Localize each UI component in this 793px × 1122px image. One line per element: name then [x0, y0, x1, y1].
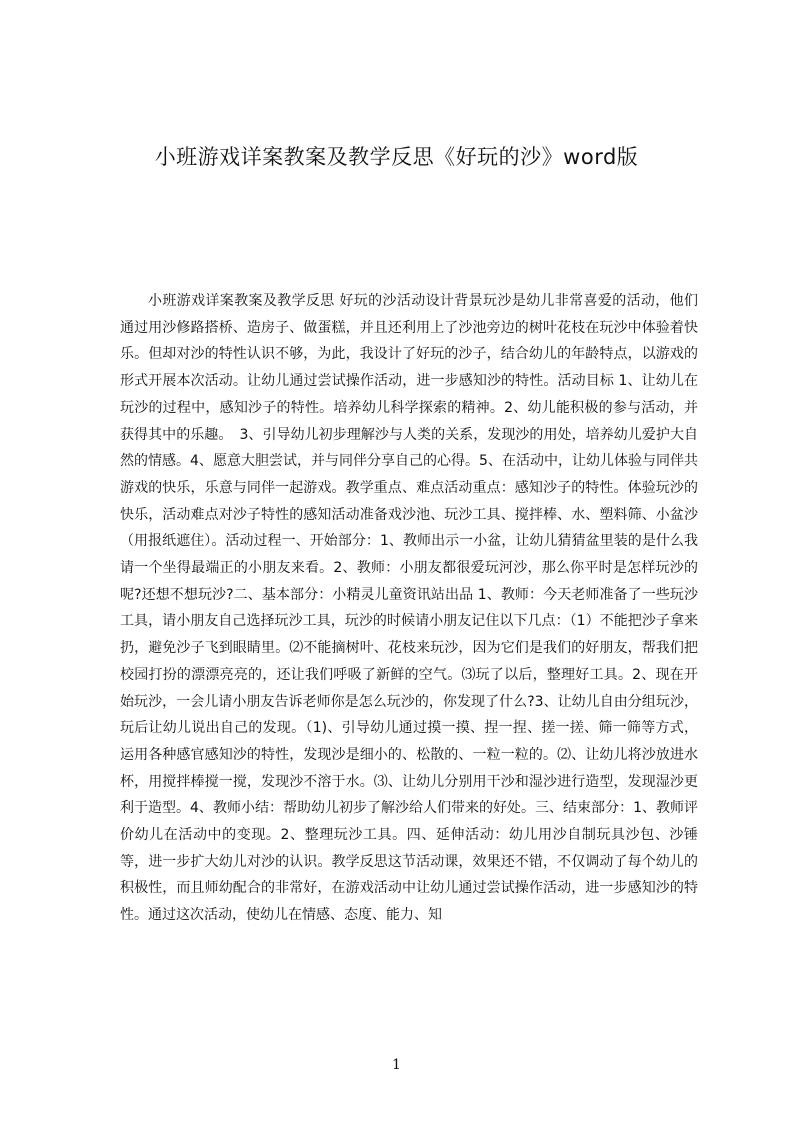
document-body-text: 小班游戏详案教案及教学反思 好玩的沙活动设计背景玩沙是幼儿非常喜爱的活动，他们通过用沙修路搭桥、造房子、做蛋糕，并且还利用上了沙池旁边的树叶花枝在玩沙中体验着快乐。但却对沙的特性认识不够，为此，我设计了好玩的沙子，结合幼儿的年龄特点，以游戏的形式开展本次活动。让幼儿通过尝试操作活动，进一步感知沙的特性。活动目标 1、让幼儿在玩沙的过程中，感知沙子的特性。培养幼儿科学探索的精神。2、幼儿能积极的参与活动，并获得其中的乐趣。 3、引导幼儿初步理解沙与人类的关系，发现沙的用处，培养幼儿爱护大自然的情感。4、愿意大胆尝试，并与同伴分享自己的心得。5、在活动中，让幼儿体验与同伴共游戏的快乐，乐意与同伴一起游戏。教学重点、难点活动重点：感知沙子的特性。体验玩沙的快乐，活动难点对沙子特性的感知活动准备戏沙池、玩沙工具、搅拌棒、水、塑料筛、小盆沙（用报纸遮住）。活动过程一、开始部分：1、教师出示一小盆，让幼儿猜猜盆里装的是什么我请一个坐得最端正的小朋友来看。2、教师：小朋友都很爱玩河沙，那么你平时是怎样玩沙的呢?还想不想玩沙?二、基本部分：小精灵儿童资讯站出品 1、教师：今天老师准备了一些玩沙工具，请小朋友自己选择玩沙工具，玩沙的时候请小朋友记住以下几点：（1）不能把沙子拿来扔，避免沙子飞到眼睛里。⑵不能摘树叶、花枝来玩沙，因为它们是我们的好朋友，帮我们把校园打扮的漂漂亮亮的，还让我们呼吸了新鲜的空气。⑶玩了以后，整理好工具。2、现在开始玩沙，一会儿请小朋友告诉老师你是怎么玩沙的，你发现了什么?3、让幼儿自由分组玩沙，玩后让幼儿说出自己的发现。（1)、引导幼儿通过摸一摸、捏一捏、搓一搓、筛一筛等方式，运用各种感官感知沙的特性，发现沙是细小的、松散的、一粒一粒的。⑵、让幼儿将沙放进水杯，用搅拌棒搅一搅，发现沙不溶于水。⑶、让幼儿分别用干沙和湿沙进行造型，发现湿沙更利于造型。4、教师小结：帮助幼儿初步了解沙给人们带来的好处。三、结束部分：1、教师评价幼儿在活动中的变现。2、整理玩沙工具。四、延伸活动：幼儿用沙自制玩具沙包、沙锤等，进一步扩大幼儿对沙的认识。教学反思这节活动课，效果还不错，不仅调动了每个幼儿的积极性，而且师幼配合的非常好，在游戏活动中让幼儿通过尝试操作活动，进一步感知沙的特性。通过这次活动，使幼儿在情感、态度、能力、知 [120, 293, 698, 924]
page-number: 1 [392, 1057, 401, 1073]
document-title: 小班游戏详案教案及教学反思《好玩的沙》word版 [154, 145, 639, 169]
